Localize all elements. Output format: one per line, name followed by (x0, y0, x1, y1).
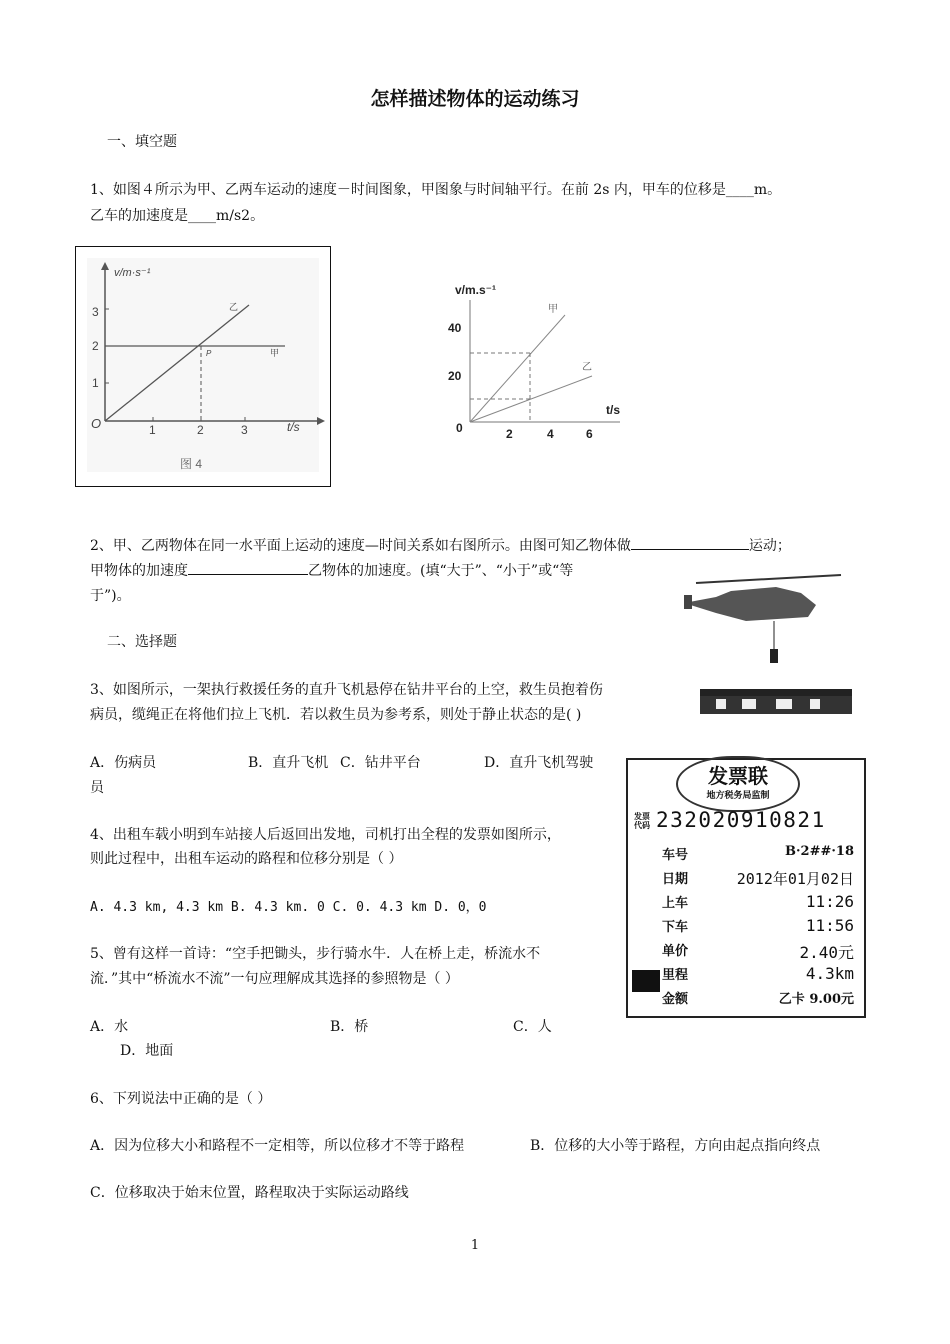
right-ytick-20: 20 (448, 369, 462, 383)
section-choice-heading: 二、选择题 (107, 634, 177, 650)
receipt-row: 日期 2012年01月02日 (662, 870, 854, 888)
q6-option-a[interactable]: A．因为位移大小和路程不一定相等，所以位移才不等于路程 (90, 1138, 465, 1154)
q6-option-c[interactable]: C．位移取决于始末位置，路程取决于实际运动路线 (90, 1185, 409, 1201)
q6-line1: 6、下列说法中正确的是（ ） (90, 1091, 272, 1107)
q3-line1: 3、如图所示，一架执行救援任务的直升飞机悬停在钻井平台的上空，救生员抱着伤 (90, 682, 603, 698)
right-xtick-6: 6 (586, 427, 593, 441)
q6-option-b[interactable]: B．位移的大小等于路程，方向由起点指向终点 (530, 1138, 821, 1154)
q5-option-c[interactable]: C．人 (513, 1019, 552, 1035)
receipt-header: 发票联 (708, 764, 768, 788)
fig4-ytick-2: 2 (92, 339, 99, 353)
q5-line2: 流．”其中“桥流水不流”一句应理解成其选择的参照物是（ ） (90, 971, 459, 987)
q2-blank-2[interactable] (188, 560, 308, 575)
q5-option-b[interactable]: B．桥 (330, 1019, 369, 1035)
q2-line2 (90, 560, 573, 580)
receipt-row: 下车 11:56 (662, 916, 854, 935)
q5-line1: 5、曾有这样一首诗：“空手把锄头，步行骑水牛．人在桥上走，桥流水不 (90, 946, 541, 962)
helicopter-rig-illustration (676, 565, 862, 725)
right-label-jia: 甲 (548, 304, 558, 315)
q3-line2: 病员，缆绳正在将他们拉上飞机．若以救生员为参考系，则处于静止状态的是( ) (90, 707, 582, 723)
fig4-label-jia: 甲 (270, 348, 280, 358)
q2-line3: 于”)。 (90, 588, 131, 604)
fig4-label-yi: 乙 (229, 302, 239, 312)
fig4-xtick-3: 3 (241, 423, 248, 437)
q2-line1b: 运动； (748, 538, 791, 554)
figure-4-vt-graph (75, 246, 331, 487)
right-ytick-0: 0 (456, 421, 463, 435)
right-ytick-40: 40 (448, 321, 462, 335)
q3-option-b[interactable]: B．直升飞机 (248, 755, 329, 771)
q1-line2: 乙车的加速度是____m/s2。 (90, 208, 265, 224)
receipt-code-label: 发票 代码 (634, 811, 650, 830)
q2-line2a: 甲物体的加速度 (90, 563, 188, 579)
receipt-stamp-text: 地方税务局监制 (706, 791, 770, 801)
q3-option-d-cont: 员 (90, 780, 104, 796)
page-title: 怎样描述物体的运动练习 (370, 88, 580, 110)
q2-line1a: 2、甲、乙两物体在同一水平面上运动的速度—时间关系如右图所示。由图可知乙物体做 (90, 538, 631, 554)
q4-options[interactable]: A. 4.3 km, 4.3 km B. 4.3 km. 0 C. 0. 4.3 km D. 0，0 (90, 900, 487, 915)
q4-line1: 4、出租车载小明到车站接人后返回出发地，司机打出全程的发票如图所示， (90, 827, 561, 843)
receipt-black-mark (632, 970, 660, 992)
q5-option-a[interactable]: A．水 (90, 1019, 129, 1035)
fig4-xtick-1: 1 (149, 423, 156, 437)
right-ylabel: v/m.s⁻¹ (455, 283, 497, 297)
right-xtick-2: 2 (506, 427, 513, 441)
fig4-ytick-3: 3 (92, 305, 99, 319)
line-jia (470, 315, 565, 422)
fig4-origin: O (91, 416, 102, 431)
q3-option-a[interactable]: A．伤病员 (90, 755, 157, 771)
q2-blank-1[interactable] (631, 535, 749, 550)
q4-line2: 则此过程中，出租车运动的路程和位移分别是（ ） (90, 851, 403, 867)
section-fill-heading: 一、填空题 (107, 134, 177, 150)
figure-right-vt-graph (440, 282, 640, 444)
right-xtick-4: 4 (547, 427, 554, 441)
fig4-ytick-1: 1 (92, 376, 99, 390)
taxi-receipt (626, 758, 866, 1018)
q2-line2b: 乙物体的加速度。(填“大于”、“小于”或“等 (308, 563, 574, 579)
receipt-row: 车号 B·2##·18 (662, 844, 854, 863)
receipt-row: 上车 11:26 (662, 892, 854, 911)
fig4-ylabel: v/m·s⁻¹ (114, 267, 151, 279)
receipt-code: 232020910821 (656, 808, 826, 832)
fig4-xtick-2: 2 (197, 423, 204, 437)
fig4-caption: 图 4 (180, 457, 203, 471)
receipt-row: 里程 4.3km (662, 964, 854, 983)
right-label-yi: 乙 (582, 362, 592, 373)
receipt-row: 单价 2.40元 (662, 943, 854, 962)
receipt-rows (662, 844, 858, 1012)
q5-option-d[interactable]: D．地面 (120, 1043, 174, 1059)
right-xlabel: t/s (606, 403, 621, 417)
q3-option-c[interactable]: C．钻井平台 (340, 755, 421, 771)
q3-option-d[interactable]: D．直升飞机驾驶 (484, 755, 594, 771)
q2-line1 (90, 535, 791, 555)
line-yi (470, 376, 592, 422)
fig4-xlabel: t/s (287, 420, 300, 434)
fig4-label-p: P (206, 349, 212, 358)
receipt-row: 金额 乙卡 9.00元 (662, 992, 854, 1007)
page-number: 1 (470, 1238, 480, 1253)
q1-line1: 1、如图４所示为甲、乙两车运动的速度－时间图象，甲图象与时间轴平行。在前 2s 内，甲车的位移是____m。 (90, 182, 782, 198)
